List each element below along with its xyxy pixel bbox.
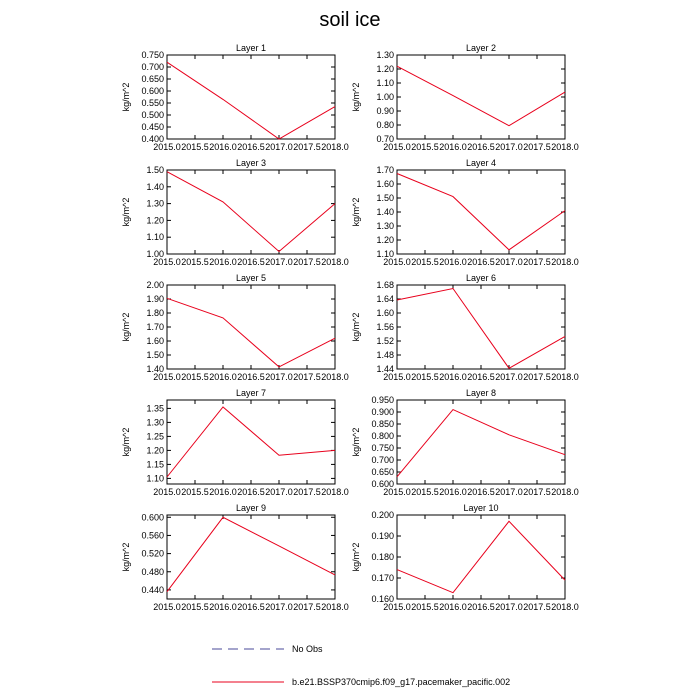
y-tick-label: 1.44 — [376, 364, 394, 374]
y-tick-label: 1.35 — [146, 403, 164, 414]
x-tick-label: 2015.0 — [153, 487, 181, 497]
x-tick-label: 2016.5 — [237, 257, 265, 267]
series-line — [397, 174, 565, 250]
chart-layer-2 — [351, 43, 579, 152]
chart-title: Layer 1 — [235, 43, 267, 53]
x-tick-label: 2015.5 — [411, 142, 439, 152]
y-tick-label: 0.550 — [141, 98, 164, 108]
y-tick-label: 0.500 — [141, 110, 164, 120]
y-tick-label: 1.30 — [376, 50, 394, 60]
y-tick-label: 0.750 — [141, 50, 164, 60]
x-tick-label: 2018.0 — [321, 257, 349, 267]
x-tick-label: 2015.0 — [153, 372, 181, 382]
y-tick-label: 0.650 — [371, 467, 394, 477]
x-tick-label: 2017.5 — [523, 602, 551, 612]
plot-frame — [397, 170, 565, 254]
y-axis-label: kg/m^2 — [121, 197, 131, 227]
legend-model-line — [212, 679, 284, 685]
y-tick-label: 1.25 — [146, 431, 164, 442]
series-line — [397, 66, 565, 126]
x-tick-label: 2015.5 — [411, 602, 439, 612]
plot-frame — [397, 55, 565, 139]
x-tick-label: 2015.5 — [181, 487, 209, 497]
x-tick-label: 2017.0 — [265, 142, 293, 152]
y-tick-label: 0.600 — [141, 512, 164, 523]
chart-layer-1 — [121, 43, 349, 152]
y-tick-label: 1.10 — [376, 249, 394, 259]
x-tick-label: 2015.0 — [153, 142, 181, 152]
x-tick-label: 2015.5 — [411, 372, 439, 382]
x-tick-label: 2017.0 — [495, 372, 523, 382]
chart-layer-8 — [351, 388, 579, 497]
x-tick-label: 2015.0 — [153, 257, 181, 267]
y-tick-label: 1.70 — [376, 165, 394, 175]
y-tick-label: 1.00 — [376, 92, 394, 102]
x-tick-label: 2017.5 — [523, 142, 551, 152]
y-tick-label: 1.90 — [146, 294, 164, 304]
y-tick-label: 0.440 — [141, 584, 164, 595]
y-tick-label: 1.70 — [146, 322, 164, 332]
x-tick-label: 2016.5 — [467, 602, 495, 612]
x-tick-label: 2016.5 — [237, 602, 265, 612]
x-tick-label: 2016.5 — [237, 487, 265, 497]
y-tick-label: 0.190 — [371, 531, 394, 541]
series-line — [167, 517, 335, 591]
y-tick-label: 1.60 — [376, 308, 394, 318]
plot-frame — [167, 285, 335, 369]
x-tick-label: 2015.0 — [383, 372, 411, 382]
y-axis-label: kg/m^2 — [121, 427, 131, 457]
y-axis-label: kg/m^2 — [121, 542, 131, 572]
x-tick-label: 2016.5 — [237, 372, 265, 382]
x-tick-label: 2015.0 — [383, 487, 411, 497]
x-tick-label: 2017.5 — [523, 372, 551, 382]
plot-frame — [397, 400, 565, 484]
x-tick-label: 2017.5 — [523, 257, 551, 267]
x-tick-label: 2017.5 — [293, 372, 321, 382]
y-tick-label: 1.15 — [146, 459, 164, 470]
x-tick-label: 2016.0 — [209, 372, 237, 382]
y-axis-label: kg/m^2 — [351, 82, 361, 112]
y-tick-label: 1.60 — [146, 336, 164, 346]
x-tick-label: 2016.5 — [467, 372, 495, 382]
y-axis-label: kg/m^2 — [121, 82, 131, 112]
series-line — [397, 289, 565, 369]
series-line — [167, 407, 335, 477]
y-tick-label: 0.700 — [371, 455, 394, 465]
x-tick-label: 2016.0 — [439, 602, 467, 612]
y-tick-label: 0.400 — [141, 134, 164, 144]
y-tick-label: 0.520 — [141, 548, 164, 559]
x-tick-label: 2016.0 — [209, 487, 237, 497]
y-tick-label: 0.700 — [141, 62, 164, 72]
y-tick-label: 1.50 — [146, 350, 164, 360]
y-axis-label: kg/m^2 — [351, 197, 361, 227]
y-tick-label: 1.20 — [376, 64, 394, 74]
y-tick-label: 1.20 — [146, 445, 164, 456]
chart-layer-9 — [121, 503, 349, 612]
x-tick-label: 2017.5 — [523, 487, 551, 497]
x-tick-label: 2015.5 — [411, 257, 439, 267]
x-tick-label: 2016.0 — [209, 257, 237, 267]
y-tick-label: 0.600 — [371, 479, 394, 489]
y-axis-label: kg/m^2 — [351, 312, 361, 342]
x-tick-label: 2017.5 — [293, 602, 321, 612]
series-line — [167, 298, 335, 367]
y-tick-label: 1.10 — [146, 473, 164, 484]
chart-layer-6 — [351, 273, 579, 382]
y-tick-label: 0.90 — [376, 106, 394, 116]
x-tick-label: 2016.5 — [467, 257, 495, 267]
x-tick-label: 2017.0 — [495, 487, 523, 497]
y-tick-label: 1.40 — [146, 181, 164, 192]
x-tick-label: 2018.0 — [551, 372, 579, 382]
y-tick-label: 1.10 — [376, 78, 394, 88]
x-tick-label: 2015.0 — [153, 602, 181, 612]
x-tick-label: 2015.5 — [181, 372, 209, 382]
y-axis-label: kg/m^2 — [351, 427, 361, 457]
plot-frame — [167, 55, 335, 139]
x-tick-label: 2018.0 — [551, 142, 579, 152]
y-tick-label: 0.70 — [376, 134, 394, 144]
y-tick-label: 1.30 — [146, 198, 164, 209]
y-tick-label: 0.160 — [371, 594, 394, 604]
y-tick-label: 0.560 — [141, 530, 164, 541]
plot-frame — [397, 285, 565, 369]
x-tick-label: 2015.5 — [411, 487, 439, 497]
y-tick-label: 0.180 — [371, 552, 394, 562]
x-tick-label: 2016.0 — [209, 142, 237, 152]
y-tick-label: 0.650 — [141, 74, 164, 84]
y-tick-label: 1.00 — [146, 249, 164, 259]
x-tick-label: 2015.0 — [383, 257, 411, 267]
legend-no-obs-line — [212, 646, 284, 652]
legend-model-label: b.e21.BSSP370cmip6.f09_g17.pacemaker_pacific.002 — [292, 677, 511, 687]
y-tick-label: 0.800 — [371, 431, 394, 441]
x-tick-label: 2017.0 — [265, 257, 293, 267]
chart-title: Layer 7 — [235, 388, 267, 398]
chart-layer-3 — [121, 158, 349, 267]
x-tick-label: 2017.0 — [265, 372, 293, 382]
legend-no-obs-label: No Obs — [292, 644, 323, 654]
x-tick-label: 2016.5 — [467, 487, 495, 497]
y-tick-label: 0.850 — [371, 419, 394, 429]
y-tick-label: 1.64 — [376, 294, 394, 304]
plot-frame — [167, 400, 335, 484]
x-tick-label: 2016.5 — [467, 142, 495, 152]
chart-title: Layer 2 — [465, 43, 497, 53]
chart-layer-7 — [121, 388, 349, 497]
y-tick-label: 1.52 — [376, 336, 394, 346]
x-tick-label: 2017.0 — [495, 257, 523, 267]
x-tick-label: 2015.0 — [383, 142, 411, 152]
x-tick-label: 2017.5 — [293, 487, 321, 497]
y-tick-label: 0.750 — [371, 443, 394, 453]
series-line — [167, 62, 335, 139]
y-tick-label: 1.60 — [376, 179, 394, 189]
y-tick-label: 1.48 — [376, 350, 394, 360]
x-tick-label: 2015.5 — [181, 602, 209, 612]
chart-title: Layer 8 — [465, 388, 497, 398]
plot-frame — [167, 515, 335, 599]
y-tick-label: 1.40 — [376, 207, 394, 217]
x-tick-label: 2018.0 — [551, 487, 579, 497]
x-tick-label: 2016.5 — [237, 142, 265, 152]
x-tick-label: 2015.5 — [181, 257, 209, 267]
x-tick-label: 2015.5 — [181, 142, 209, 152]
chart-title: Layer 5 — [235, 273, 267, 283]
x-tick-label: 2016.0 — [209, 602, 237, 612]
series-line — [397, 521, 565, 592]
y-tick-label: 1.30 — [146, 417, 164, 428]
chart-title: Layer 10 — [463, 503, 499, 513]
x-tick-label: 2017.0 — [495, 602, 523, 612]
y-tick-label: 0.900 — [371, 407, 394, 417]
chart-title: Layer 3 — [235, 158, 267, 168]
y-tick-label: 1.56 — [376, 322, 394, 332]
x-tick-label: 2017.0 — [495, 142, 523, 152]
x-tick-label: 2015.0 — [383, 602, 411, 612]
series-line — [167, 172, 335, 252]
x-tick-label: 2018.0 — [551, 257, 579, 267]
x-tick-label: 2016.0 — [439, 257, 467, 267]
y-tick-label: 0.170 — [371, 573, 394, 583]
y-tick-label: 0.80 — [376, 120, 394, 130]
chart-layer-4 — [351, 158, 579, 267]
chart-title: Layer 9 — [235, 503, 267, 513]
chart-layer-10 — [351, 503, 579, 612]
y-tick-label: 1.40 — [146, 364, 164, 374]
y-tick-label: 0.450 — [141, 122, 164, 132]
y-tick-label: 2.00 — [146, 280, 164, 290]
x-tick-label: 2017.0 — [265, 487, 293, 497]
chart-title: Layer 4 — [465, 158, 497, 168]
x-tick-label: 2016.0 — [439, 372, 467, 382]
page-title: soil ice — [319, 9, 381, 31]
y-axis-label: kg/m^2 — [121, 312, 131, 342]
y-tick-label: 1.80 — [146, 308, 164, 318]
chart-layer-5 — [121, 273, 349, 382]
x-tick-label: 2018.0 — [321, 142, 349, 152]
series-line — [397, 410, 565, 477]
x-tick-label: 2017.0 — [265, 602, 293, 612]
x-tick-label: 2018.0 — [321, 487, 349, 497]
y-tick-label: 1.68 — [376, 280, 394, 290]
x-tick-label: 2018.0 — [321, 372, 349, 382]
y-tick-label: 1.50 — [146, 165, 164, 175]
y-tick-label: 1.10 — [146, 232, 164, 243]
plot-frame — [167, 170, 335, 254]
y-tick-label: 1.30 — [376, 221, 394, 231]
x-tick-label: 2017.5 — [293, 257, 321, 267]
y-tick-label: 1.50 — [376, 193, 394, 203]
y-tick-label: 1.20 — [376, 235, 394, 245]
y-tick-label: 0.600 — [141, 86, 164, 96]
chart-title: Layer 6 — [465, 273, 497, 283]
y-tick-label: 0.950 — [371, 395, 394, 405]
x-tick-label: 2017.5 — [293, 142, 321, 152]
y-tick-label: 1.20 — [146, 215, 164, 226]
x-tick-label: 2018.0 — [551, 602, 579, 612]
y-axis-label: kg/m^2 — [351, 542, 361, 572]
y-tick-label: 0.480 — [141, 566, 164, 577]
x-tick-label: 2016.0 — [439, 142, 467, 152]
x-tick-label: 2018.0 — [321, 602, 349, 612]
x-tick-label: 2016.0 — [439, 487, 467, 497]
y-tick-label: 0.200 — [371, 510, 394, 520]
